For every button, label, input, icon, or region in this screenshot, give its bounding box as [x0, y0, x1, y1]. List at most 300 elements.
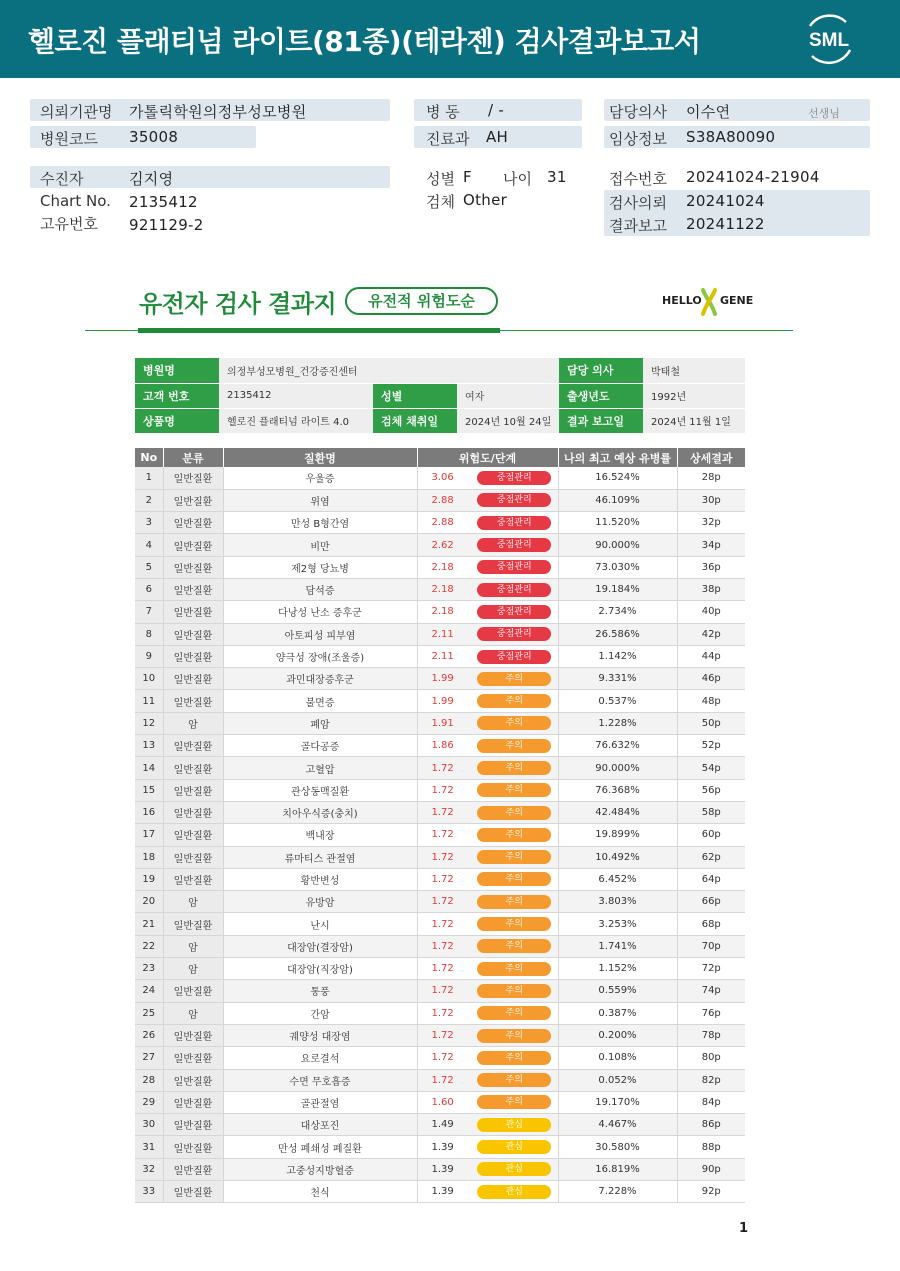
row-no: 25 — [135, 1002, 163, 1024]
risk-level-badge: 주의 — [477, 1095, 551, 1109]
row-disease-name: 간암 — [223, 1002, 417, 1024]
row-risk-value: 2.62 — [417, 534, 477, 556]
table-row — [135, 467, 745, 489]
row-detail-page: 56p — [677, 779, 745, 801]
row-detail-page: 66p — [677, 891, 745, 913]
row-disease-name: 불면증 — [223, 690, 417, 712]
row-category: 일반질환 — [163, 1091, 223, 1113]
row-category: 일반질환 — [163, 824, 223, 846]
row-disease-name: 고혈압 — [223, 757, 417, 779]
row-disease-name: 양극성 장애(조울증) — [223, 645, 417, 667]
row-prevalence: 16.524% — [558, 467, 677, 489]
meta-product-value: 헬로진 플래티넘 라이트 4.0 — [219, 408, 373, 433]
table-row — [135, 712, 745, 734]
row-no: 13 — [135, 735, 163, 757]
row-prevalence: 0.559% — [558, 980, 677, 1002]
hospital-code-value: 35008 — [129, 128, 179, 146]
row-no: 12 — [135, 712, 163, 734]
row-risk-value: 1.72 — [417, 868, 477, 890]
row-prevalence: 26.586% — [558, 623, 677, 645]
report-label: 결과보고 — [609, 217, 667, 235]
row-detail-page: 68p — [677, 913, 745, 935]
risk-level-badge: 주의 — [477, 828, 551, 842]
col-header-prevalence: 나의 최고 예상 유병률 — [558, 448, 677, 467]
risk-level-badge: 주의 — [477, 716, 551, 730]
row-detail-page: 76p — [677, 1002, 745, 1024]
row-no: 29 — [135, 1091, 163, 1113]
row-risk-level — [477, 846, 558, 868]
row-prevalence: 90.000% — [558, 534, 677, 556]
chart-value: 2135412 — [129, 193, 198, 211]
row-category: 일반질환 — [163, 534, 223, 556]
row-no: 16 — [135, 801, 163, 823]
row-no: 32 — [135, 1158, 163, 1180]
department-label: 진료과 — [426, 130, 470, 148]
row-risk-level — [477, 1024, 558, 1046]
sex-value: F — [463, 168, 472, 186]
row-prevalence: 19.184% — [558, 578, 677, 600]
row-no: 9 — [135, 645, 163, 667]
risk-level-badge: 중점관리 — [477, 493, 551, 507]
table-row — [135, 868, 745, 890]
meta-row — [135, 358, 745, 383]
row-disease-name: 만성 B형간염 — [223, 512, 417, 534]
row-detail-page: 46p — [677, 668, 745, 690]
meta-collect-label: 검체 채취일 — [373, 408, 457, 433]
row-risk-value: 2.18 — [417, 601, 477, 623]
table-row — [135, 512, 745, 534]
row-disease-name: 대장암(직장암) — [223, 958, 417, 980]
row-risk-level — [477, 668, 558, 690]
meta-reportdate-label: 결과 보고일 — [559, 408, 643, 433]
row-prevalence: 6.452% — [558, 868, 677, 890]
dna-x-icon — [700, 288, 718, 316]
row-prevalence: 1.741% — [558, 935, 677, 957]
row-prevalence: 0.108% — [558, 1047, 677, 1069]
row-detail-page: 70p — [677, 935, 745, 957]
table-row — [135, 578, 745, 600]
row-detail-page: 38p — [677, 578, 745, 600]
row-detail-page: 28p — [677, 467, 745, 489]
row-disease-name: 골관절염 — [223, 1091, 417, 1113]
table-row — [135, 757, 745, 779]
risk-level-badge: 중점관리 — [477, 627, 551, 641]
row-detail-page: 64p — [677, 868, 745, 890]
row-disease-name: 고중성지방혈증 — [223, 1158, 417, 1180]
meta-customer-value: 2135412 — [219, 383, 373, 408]
table-row — [135, 1069, 745, 1091]
table-row — [135, 1047, 745, 1069]
doctor-value: 이수연 — [686, 103, 731, 121]
page-number: 1 — [739, 1221, 749, 1236]
row-prevalence: 42.484% — [558, 801, 677, 823]
row-category: 일반질환 — [163, 913, 223, 935]
row-prevalence: 0.200% — [558, 1024, 677, 1046]
row-risk-level — [477, 735, 558, 757]
table-row — [135, 779, 745, 801]
receipt-value: 20241024-21904 — [686, 168, 820, 186]
row-category: 일반질환 — [163, 623, 223, 645]
row-disease-name: 비만 — [223, 534, 417, 556]
row-detail-page: 80p — [677, 1047, 745, 1069]
sex-label: 성별 — [426, 170, 455, 188]
row-detail-page: 72p — [677, 958, 745, 980]
header-rule-accent — [138, 328, 500, 333]
row-detail-page: 82p — [677, 1069, 745, 1091]
row-prevalence: 0.537% — [558, 690, 677, 712]
row-prevalence: 76.632% — [558, 735, 677, 757]
row-disease-name: 폐암 — [223, 712, 417, 734]
row-risk-value: 2.11 — [417, 623, 477, 645]
risk-level-badge: 주의 — [477, 1073, 551, 1087]
row-risk-value: 1.72 — [417, 1002, 477, 1024]
row-category: 암 — [163, 891, 223, 913]
row-no: 22 — [135, 935, 163, 957]
table-row — [135, 690, 745, 712]
row-risk-value: 3.06 — [417, 467, 477, 489]
row-no: 18 — [135, 846, 163, 868]
risk-level-badge: 주의 — [477, 984, 551, 998]
row-risk-level — [477, 980, 558, 1002]
row-risk-level — [477, 801, 558, 823]
results-body — [135, 467, 745, 1203]
risk-level-badge: 관심 — [477, 1185, 551, 1199]
row-disease-name: 다낭성 난소 증후군 — [223, 601, 417, 623]
row-risk-level — [477, 712, 558, 734]
row-disease-name: 담석증 — [223, 578, 417, 600]
row-detail-page: 90p — [677, 1158, 745, 1180]
row-risk-value: 1.39 — [417, 1158, 477, 1180]
row-risk-value: 1.39 — [417, 1136, 477, 1158]
table-row — [135, 735, 745, 757]
risk-level-badge: 관심 — [477, 1118, 551, 1132]
row-detail-page: 58p — [677, 801, 745, 823]
row-category: 일반질환 — [163, 846, 223, 868]
row-no: 5 — [135, 556, 163, 578]
table-row — [135, 913, 745, 935]
row-no: 10 — [135, 668, 163, 690]
row-prevalence: 3.253% — [558, 913, 677, 935]
row-risk-level — [477, 601, 558, 623]
chart-label: Chart No. — [40, 192, 111, 210]
risk-level-badge: 중점관리 — [477, 583, 551, 597]
table-row — [135, 891, 745, 913]
row-disease-name: 대상포진 — [223, 1114, 417, 1136]
row-no: 7 — [135, 601, 163, 623]
row-prevalence: 1.142% — [558, 645, 677, 667]
row-category: 암 — [163, 935, 223, 957]
row-category: 일반질환 — [163, 601, 223, 623]
row-category: 일반질환 — [163, 779, 223, 801]
row-no: 21 — [135, 913, 163, 935]
row-detail-page: 84p — [677, 1091, 745, 1113]
col-header-risk: 위험도/단계 — [417, 448, 558, 467]
meta-row — [135, 408, 745, 433]
age-value: 31 — [547, 168, 567, 186]
table-row — [135, 980, 745, 1002]
row-risk-value: 1.72 — [417, 801, 477, 823]
row-risk-value: 1.72 — [417, 1024, 477, 1046]
row-no: 6 — [135, 578, 163, 600]
row-risk-level — [477, 578, 558, 600]
meta-sex-value: 여자 — [457, 383, 559, 408]
row-disease-name: 만성 폐쇄성 폐질환 — [223, 1136, 417, 1158]
row-no: 14 — [135, 757, 163, 779]
risk-level-badge: 관심 — [477, 1140, 551, 1154]
row-risk-level — [477, 1002, 558, 1024]
hospital-code-label: 병원코드 — [40, 130, 98, 148]
row-no: 8 — [135, 623, 163, 645]
row-risk-level — [477, 1091, 558, 1113]
col-header-disease: 질환명 — [223, 448, 417, 467]
col-header-category: 분류 — [163, 448, 223, 467]
table-row — [135, 935, 745, 957]
row-prevalence: 73.030% — [558, 556, 677, 578]
risk-level-badge: 주의 — [477, 672, 551, 686]
row-no: 26 — [135, 1024, 163, 1046]
row-risk-value: 1.49 — [417, 1114, 477, 1136]
row-category: 일반질환 — [163, 1136, 223, 1158]
row-risk-level — [477, 1047, 558, 1069]
clinical-value: S38A80090 — [686, 128, 776, 146]
row-disease-name: 위염 — [223, 489, 417, 511]
row-prevalence: 19.899% — [558, 824, 677, 846]
meta-doctor-value: 박태철 — [643, 358, 745, 383]
row-disease-name: 유방암 — [223, 891, 417, 913]
specimen-value: Other — [463, 191, 508, 209]
risk-level-badge: 중점관리 — [477, 650, 551, 664]
risk-level-badge: 주의 — [477, 783, 551, 797]
table-row — [135, 623, 745, 645]
row-no: 27 — [135, 1047, 163, 1069]
meta-collect-value: 2024년 10월 24일 — [457, 408, 559, 433]
row-risk-value: 2.88 — [417, 512, 477, 534]
row-detail-page: 74p — [677, 980, 745, 1002]
row-category: 일반질환 — [163, 645, 223, 667]
risk-level-badge: 주의 — [477, 806, 551, 820]
clinical-label: 임상정보 — [609, 130, 667, 148]
patient-label: 수진자 — [40, 170, 84, 188]
row-no: 23 — [135, 958, 163, 980]
risk-level-badge: 주의 — [477, 761, 551, 775]
risk-level-badge: 중점관리 — [477, 538, 551, 552]
row-disease-name: 아토피성 피부염 — [223, 623, 417, 645]
request-label: 검사의뢰 — [609, 194, 667, 212]
risk-level-badge: 관심 — [477, 1162, 551, 1176]
risk-level-badge: 주의 — [477, 694, 551, 708]
row-no: 20 — [135, 891, 163, 913]
row-detail-page: 50p — [677, 712, 745, 734]
row-no: 11 — [135, 690, 163, 712]
row-disease-name: 우울증 — [223, 467, 417, 489]
risk-level-badge: 주의 — [477, 939, 551, 953]
row-risk-level — [477, 913, 558, 935]
row-prevalence: 0.387% — [558, 1002, 677, 1024]
row-disease-name: 궤양성 대장염 — [223, 1024, 417, 1046]
row-risk-level — [477, 958, 558, 980]
row-category: 일반질환 — [163, 489, 223, 511]
row-risk-value: 1.72 — [417, 958, 477, 980]
row-disease-name: 통풍 — [223, 980, 417, 1002]
row-risk-level — [477, 757, 558, 779]
row-category: 일반질환 — [163, 980, 223, 1002]
row-category: 일반질환 — [163, 1158, 223, 1180]
row-detail-page: 30p — [677, 489, 745, 511]
row-prevalence: 46.109% — [558, 489, 677, 511]
row-risk-value: 1.91 — [417, 712, 477, 734]
risk-level-badge: 주의 — [477, 739, 551, 753]
row-risk-value: 1.39 — [417, 1181, 477, 1203]
report-meta-table — [135, 358, 745, 434]
sml-logo-icon — [800, 12, 858, 66]
row-risk-value: 2.88 — [417, 489, 477, 511]
row-risk-level — [477, 824, 558, 846]
receipt-label: 접수번호 — [609, 170, 667, 188]
institution-value: 가톨릭학원의정부성모병원 — [129, 103, 307, 121]
sort-order-pill: 유전적 위험도순 — [345, 287, 498, 315]
row-prevalence: 1.152% — [558, 958, 677, 980]
row-category: 암 — [163, 712, 223, 734]
row-risk-level — [477, 556, 558, 578]
unique-label: 고유번호 — [40, 215, 98, 233]
row-disease-name: 치아우식증(충치) — [223, 801, 417, 823]
table-row — [135, 1002, 745, 1024]
row-category: 일반질환 — [163, 1069, 223, 1091]
row-risk-level — [477, 1136, 558, 1158]
doctor-label: 담당의사 — [609, 103, 667, 121]
row-category: 일반질환 — [163, 1024, 223, 1046]
table-row — [135, 846, 745, 868]
row-prevalence: 4.467% — [558, 1114, 677, 1136]
row-risk-level — [477, 1114, 558, 1136]
row-risk-value: 1.72 — [417, 1069, 477, 1091]
row-prevalence: 7.228% — [558, 1181, 677, 1203]
results-header-row — [135, 448, 745, 467]
table-row — [135, 601, 745, 623]
row-risk-value: 1.99 — [417, 668, 477, 690]
meta-customer-label: 고객 번호 — [135, 383, 219, 408]
hello-gene-brand-left: HELLO — [662, 294, 702, 307]
table-row — [135, 1114, 745, 1136]
top-banner — [0, 0, 900, 78]
row-category: 일반질환 — [163, 467, 223, 489]
row-risk-level — [477, 467, 558, 489]
row-prevalence: 10.492% — [558, 846, 677, 868]
risk-level-badge: 주의 — [477, 1006, 551, 1020]
meta-birth-value: 1992년 — [643, 383, 745, 408]
row-detail-page: 60p — [677, 824, 745, 846]
row-detail-page: 52p — [677, 735, 745, 757]
institution-label: 의뢰기관명 — [40, 103, 113, 121]
age-label: 나이 — [503, 170, 532, 188]
row-category: 일반질환 — [163, 578, 223, 600]
row-prevalence: 9.331% — [558, 668, 677, 690]
meta-hospital-value: 의정부성모병원_건강증진센터 — [219, 358, 559, 383]
row-detail-page: 34p — [677, 534, 745, 556]
meta-product-label: 상품명 — [135, 408, 219, 433]
row-risk-value: 1.99 — [417, 690, 477, 712]
row-category: 일반질환 — [163, 1047, 223, 1069]
hello-gene-brand-right: GENE — [720, 294, 754, 307]
row-prevalence: 3.803% — [558, 891, 677, 913]
row-risk-value: 1.72 — [417, 913, 477, 935]
row-category: 일반질환 — [163, 735, 223, 757]
row-disease-name: 천식 — [223, 1181, 417, 1203]
row-risk-level — [477, 512, 558, 534]
row-no: 15 — [135, 779, 163, 801]
col-header-detail: 상세결과 — [677, 448, 745, 467]
row-risk-level — [477, 645, 558, 667]
ward-value: / - — [488, 101, 505, 119]
report-value: 20241122 — [686, 215, 765, 233]
row-no: 31 — [135, 1136, 163, 1158]
risk-level-badge: 주의 — [477, 917, 551, 931]
row-disease-name: 황반변성 — [223, 868, 417, 890]
row-disease-name: 백내장 — [223, 824, 417, 846]
meta-reportdate-value: 2024년 11월 1일 — [643, 408, 745, 433]
specimen-label: 검체 — [426, 193, 455, 211]
row-risk-value: 1.60 — [417, 1091, 477, 1113]
row-no: 28 — [135, 1069, 163, 1091]
risk-level-badge: 주의 — [477, 895, 551, 909]
row-risk-value: 1.72 — [417, 824, 477, 846]
row-category: 암 — [163, 958, 223, 980]
row-risk-level — [477, 690, 558, 712]
row-category: 일반질환 — [163, 690, 223, 712]
row-no: 2 — [135, 489, 163, 511]
row-disease-name: 수면 무호흡증 — [223, 1069, 417, 1091]
table-row — [135, 1136, 745, 1158]
row-detail-page: 92p — [677, 1181, 745, 1203]
row-no: 19 — [135, 868, 163, 890]
risk-level-badge: 중점관리 — [477, 560, 551, 574]
table-row — [135, 824, 745, 846]
row-prevalence: 0.052% — [558, 1069, 677, 1091]
patient-box — [30, 166, 390, 188]
row-category: 일반질환 — [163, 668, 223, 690]
row-detail-page: 32p — [677, 512, 745, 534]
row-disease-name: 관상동맥질환 — [223, 779, 417, 801]
unique-value: 921129-2 — [129, 216, 204, 234]
row-prevalence: 90.000% — [558, 757, 677, 779]
row-detail-page: 88p — [677, 1136, 745, 1158]
row-risk-level — [477, 935, 558, 957]
row-prevalence: 19.170% — [558, 1091, 677, 1113]
meta-hospital-label: 병원명 — [135, 358, 219, 383]
row-detail-page: 44p — [677, 645, 745, 667]
row-risk-value: 2.11 — [417, 645, 477, 667]
row-no: 3 — [135, 512, 163, 534]
risk-level-badge: 주의 — [477, 850, 551, 864]
row-disease-name: 제2형 당뇨병 — [223, 556, 417, 578]
patient-name: 김지영 — [129, 170, 174, 188]
row-risk-value: 1.72 — [417, 779, 477, 801]
results-table — [135, 448, 745, 1203]
row-category: 암 — [163, 1002, 223, 1024]
row-risk-value: 2.18 — [417, 578, 477, 600]
risk-level-badge: 주의 — [477, 1051, 551, 1065]
table-row — [135, 1158, 745, 1180]
table-row — [135, 489, 745, 511]
risk-level-badge: 중점관리 — [477, 471, 551, 485]
risk-level-badge: 중점관리 — [477, 605, 551, 619]
ward-label: 병 동 — [426, 103, 460, 121]
row-category: 일반질환 — [163, 757, 223, 779]
row-risk-level — [477, 779, 558, 801]
risk-level-badge: 중점관리 — [477, 516, 551, 530]
row-prevalence: 2.734% — [558, 601, 677, 623]
row-disease-name: 요로결석 — [223, 1047, 417, 1069]
